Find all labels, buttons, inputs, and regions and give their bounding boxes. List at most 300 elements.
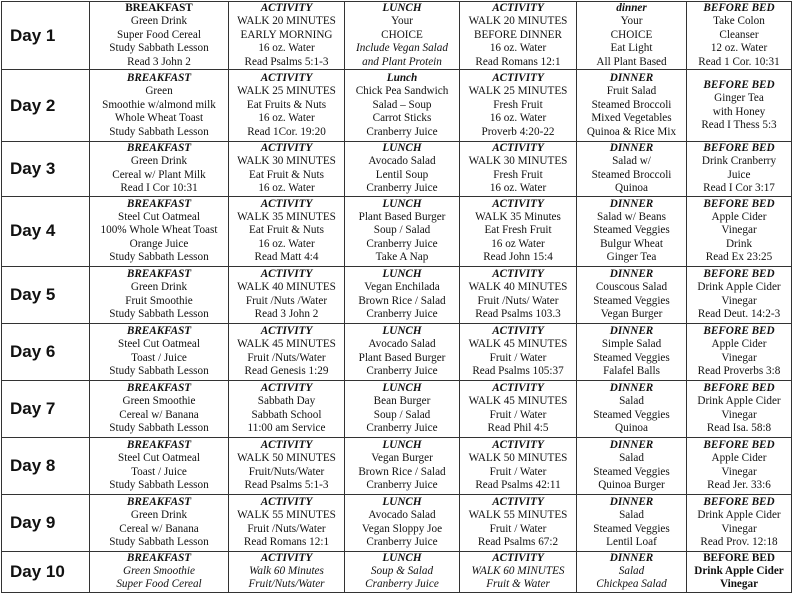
cell-text-line: Vinegar <box>721 465 757 478</box>
cell-text-line: WALK 20 MINUTES <box>468 15 568 28</box>
cell-text-line: Vinegar <box>721 408 757 421</box>
cell-text-line: Green Drink <box>130 281 188 294</box>
cell-text-line: Bulgur Wheat <box>600 237 663 250</box>
cell-text-line: WALK 20 MINUTES <box>237 15 336 28</box>
cell-text-line: Read 1 Cor. 10:31 <box>698 55 780 68</box>
breakfast-header: BREAKFAST <box>126 142 192 155</box>
cell-text-line: Salad w/ Beans <box>597 211 666 224</box>
cell-text-line: Eat Fresh Fruit <box>484 224 552 237</box>
cell-text-line: Avocado Salad <box>368 338 436 351</box>
cell-text-line: Orange Juice <box>129 237 189 250</box>
dinner-header: DINNER <box>609 72 654 85</box>
activity-morning-header: ACTIVITY <box>260 324 313 337</box>
cell-text-line: Fruit Smoothie <box>125 294 193 307</box>
cell-text-line: Fruit / Water <box>489 351 547 364</box>
cell-text-line: All Plant Based <box>596 55 667 68</box>
breakfast-cell <box>90 142 229 197</box>
cell-text-line: Your <box>391 15 413 28</box>
cell-text-line: Fruit / Water <box>489 465 547 478</box>
activity-morning-header: ACTIVITY <box>260 2 313 14</box>
cell-text-line: Drink Cranberry <box>701 155 777 168</box>
cell-text-line: Fruit/Nuts/Water <box>248 465 325 478</box>
cell-text-line: with Honey <box>712 105 766 118</box>
cell-text-line: Cranberry Juice <box>366 422 438 435</box>
before-bed-cell <box>687 266 792 323</box>
lunch-header: Lunch <box>386 72 418 85</box>
cell-text-line: WALK 35 MINUTES <box>237 211 336 224</box>
dinner-header: DINNER <box>609 551 654 564</box>
cell-text-line: Read Matt 4:4 <box>254 251 319 264</box>
cell-text-line: Cereal w/ Banana <box>119 408 199 421</box>
cell-text-line: Cranberry Juice <box>365 578 439 591</box>
activity-evening-header: ACTIVITY <box>492 381 544 394</box>
breakfast-cell <box>90 2 229 70</box>
dinner-cell <box>577 196 687 266</box>
dinner-header: dinner <box>616 2 647 14</box>
lunch-cell <box>345 2 460 70</box>
before-bed-header: BEFORE BED <box>703 381 775 394</box>
meal-plan-table <box>1 1 792 593</box>
cell-text-line: Read Isa. 58:8 <box>706 422 772 435</box>
cell-text-line: Whole Wheat Toast <box>114 112 204 125</box>
cell-text-line: Quinoa <box>615 182 648 195</box>
cell-text-line: Vegan Enchilada <box>364 281 440 294</box>
cell-text-line: WALK 45 MINUTES <box>237 338 336 351</box>
cell-text-line: Fruit /Nuts/Water <box>247 351 326 364</box>
cell-text-line: Study Sabbath Lesson <box>109 422 209 435</box>
activity-morning-cell <box>229 494 345 551</box>
cell-text-line: Vinegar <box>721 294 757 307</box>
day-label: Day 3 <box>2 142 90 197</box>
cell-text-line: CHOICE <box>381 28 423 41</box>
lunch-cell <box>345 142 460 197</box>
cell-text-line: Read Proverbs 3:8 <box>697 365 781 378</box>
cell-text-line: Green Smoothie <box>122 395 196 408</box>
day-row <box>2 266 792 323</box>
cell-text-line: Vegan Sloppy Joe <box>361 522 443 535</box>
before-bed-header: BEFORE BED <box>703 78 775 91</box>
cell-text-line: Cranberry Juice <box>366 479 438 492</box>
cell-text-line: Read Psalms 5:1-3 <box>244 479 329 492</box>
cell-text-line: Brown Rice / Salad <box>358 465 446 478</box>
day-row <box>2 2 792 70</box>
cell-text-line: Smoothie w/almond milk <box>102 98 216 111</box>
cell-text-line: Vegan Burger <box>600 308 663 321</box>
cell-text-line: WALK 35 Minutes <box>475 211 561 224</box>
cell-text-line: Drink Apple Cider <box>697 395 781 408</box>
lunch-cell <box>345 266 460 323</box>
before-bed-cell <box>687 323 792 380</box>
cell-text-line: Eat Fruit & Nuts <box>249 168 324 181</box>
cell-text-line: Apple Cider <box>711 338 767 351</box>
dinner-cell <box>577 142 687 197</box>
activity-morning-cell <box>229 266 345 323</box>
activity-morning-cell <box>229 2 345 70</box>
cell-text-line: Eat Fruits & Nuts <box>246 98 327 111</box>
cell-text-line: Mixed Vegetables <box>591 112 672 125</box>
breakfast-cell <box>90 380 229 437</box>
before-bed-header: BEFORE BED <box>703 142 775 155</box>
cell-text-line: Cranberry Juice <box>366 237 438 250</box>
cell-text-line: Green <box>145 85 173 98</box>
cell-text-line: Fruit Salad <box>606 85 657 98</box>
cell-text-line: Read Romans 12:1 <box>475 55 561 68</box>
day-label: Day 2 <box>2 70 90 142</box>
dinner-header: DINNER <box>609 381 654 394</box>
cell-text-line: Walk 60 Minutes <box>249 565 324 578</box>
meal-plan-body <box>2 2 792 593</box>
cell-text-line: Toast / Juice <box>131 465 187 478</box>
cell-text-line: WALK 40 MINUTES <box>237 281 336 294</box>
activity-evening-cell <box>460 2 577 70</box>
cell-text-line: 16 oz. Water <box>489 182 547 195</box>
cell-text-line: 11:00 am Service <box>247 422 326 435</box>
cell-text-line: Read I Cor 3:17 <box>703 182 775 195</box>
cell-text-line: Chickpea Salad <box>596 578 667 591</box>
cell-text-line: Vinegar <box>721 522 757 535</box>
cell-text-line: Read Jer. 33:6 <box>707 479 771 492</box>
activity-morning-header: ACTIVITY <box>260 267 313 280</box>
breakfast-cell <box>90 323 229 380</box>
day-label: Day 9 <box>2 494 90 551</box>
cell-text-line: 16 oz. Water <box>258 237 315 250</box>
cell-text-line: Read 3 John 2 <box>254 308 319 321</box>
dinner-cell <box>577 2 687 70</box>
cell-text-line: WALK 30 MINUTES <box>468 155 568 168</box>
cell-text-line: WALK 25 MINUTES <box>237 85 336 98</box>
cell-text-line: Study Sabbath Lesson <box>109 42 209 55</box>
cell-text-line: Green Drink <box>130 509 188 522</box>
cell-text-line: Read John 15:4 <box>483 251 553 264</box>
lunch-header: LUNCH <box>382 551 422 564</box>
breakfast-header: BREAKFAST <box>126 72 192 85</box>
before-bed-cell <box>687 70 792 142</box>
cell-text-line: Take A Nap <box>375 251 429 264</box>
cell-text-line: Steel Cut Oatmeal <box>117 338 201 351</box>
breakfast-header: BREAKFAST <box>126 324 192 337</box>
activity-morning-header: ACTIVITY <box>260 495 313 508</box>
activity-evening-cell <box>460 551 577 592</box>
cell-text-line: WALK 40 MINUTES <box>468 281 568 294</box>
cell-text-line: Steamed Veggies <box>593 294 670 307</box>
cell-text-line: Fruit /Nuts/Water <box>247 522 326 535</box>
before-bed-cell <box>687 196 792 266</box>
cell-text-line: 100% Whole Wheat Toast <box>100 224 218 237</box>
cell-text-line: Read Psalms 42:11 <box>475 479 561 492</box>
breakfast-cell <box>90 266 229 323</box>
cell-text-line: Vinegar <box>721 224 757 237</box>
cell-text-line: Take Colon <box>713 15 765 28</box>
cell-text-line: and Plant Protein <box>362 55 442 68</box>
activity-morning-cell <box>229 551 345 592</box>
dinner-cell <box>577 70 687 142</box>
cell-text-line: Steamed Veggies <box>593 408 670 421</box>
activity-evening-header: ACTIVITY <box>492 2 544 14</box>
cell-text-line: Super Food Cereal <box>117 28 201 41</box>
cell-text-line: Fresh Fruit <box>493 168 543 181</box>
cell-text-line: Vinegar <box>719 578 759 591</box>
cell-text-line: WALK 45 MINUTES <box>468 338 568 351</box>
cell-text-line: Salad <box>619 395 644 408</box>
activity-morning-cell <box>229 142 345 197</box>
day-label: Day 4 <box>2 196 90 266</box>
lunch-cell <box>345 494 460 551</box>
cell-text-line: Ginger Tea <box>606 251 657 264</box>
activity-evening-cell <box>460 266 577 323</box>
before-bed-header: BEFORE BED <box>703 551 775 564</box>
cell-text-line: Apple Cider <box>711 211 767 224</box>
cell-text-line: Cereal w/ Banana <box>119 522 199 535</box>
dinner-header: DINNER <box>609 267 654 280</box>
breakfast-header: BREAKFAST <box>126 197 192 210</box>
activity-morning-header: ACTIVITY <box>260 142 313 155</box>
before-bed-cell <box>687 2 792 70</box>
cell-text-line: Study Sabbath Lesson <box>109 536 209 549</box>
activity-evening-cell <box>460 196 577 266</box>
lunch-header: LUNCH <box>382 142 422 155</box>
lunch-header: LUNCH <box>382 324 422 337</box>
cell-text-line: Ginger Tea <box>714 92 764 105</box>
lunch-header: LUNCH <box>382 197 422 210</box>
cell-text-line: 16 oz. Water <box>258 112 315 125</box>
breakfast-cell <box>90 70 229 142</box>
activity-evening-header: ACTIVITY <box>492 142 544 155</box>
dinner-cell <box>577 437 687 494</box>
activity-morning-header: ACTIVITY <box>260 438 313 451</box>
cell-text-line: Cranberry Juice <box>366 125 438 138</box>
day-label: Day 1 <box>2 2 90 70</box>
cell-text-line: Lentil Loaf <box>606 536 657 549</box>
cell-text-line: Read Psalms 5:1-3 <box>244 55 329 68</box>
cell-text-line: WALK 30 MINUTES <box>237 155 336 168</box>
cell-text-line: Steamed Broccoli <box>591 168 672 181</box>
cell-text-line: Fruit/Nuts/Water <box>248 578 325 591</box>
cell-text-line: Fruit /Nuts/ Water <box>477 294 559 307</box>
cell-text-line: Read Prov. 12:18 <box>700 536 778 549</box>
before-bed-cell <box>687 551 792 592</box>
day-row <box>2 380 792 437</box>
cell-text-line: Carrot Sticks <box>372 112 432 125</box>
activity-morning-cell <box>229 70 345 142</box>
dinner-cell <box>577 266 687 323</box>
cell-text-line: Read I Thess 5:3 <box>701 118 777 131</box>
cell-text-line: Couscous Salad <box>595 281 668 294</box>
cell-text-line: Drink Apple Cider <box>694 565 784 578</box>
cell-text-line: Soup / Salad <box>373 408 431 421</box>
cell-text-line: Eat Light <box>610 42 653 55</box>
cell-text-line: Proverb 4:20-22 <box>481 125 555 138</box>
activity-morning-cell <box>229 196 345 266</box>
dinner-cell <box>577 494 687 551</box>
activity-evening-header: ACTIVITY <box>492 197 544 210</box>
cell-text-line: Soup & Salad <box>370 565 434 578</box>
activity-morning-cell <box>229 323 345 380</box>
cell-text-line: Your <box>620 15 643 28</box>
cell-text-line: Bean Burger <box>373 395 431 408</box>
cell-text-line: Sabbath School <box>251 408 322 421</box>
day-row <box>2 196 792 266</box>
cell-text-line: Green Drink <box>130 155 188 168</box>
day-label: Day 10 <box>2 551 90 592</box>
cell-text-line: Vegan Burger <box>371 452 433 465</box>
before-bed-header: BEFORE BED <box>703 438 775 451</box>
cell-text-line: Read I Cor 10:31 <box>120 182 198 195</box>
lunch-cell <box>345 323 460 380</box>
cell-text-line: Apple Cider <box>711 452 767 465</box>
cell-text-line: 16 oz Water <box>491 237 545 250</box>
day-row <box>2 142 792 197</box>
cell-text-line: Read 1Cor. 19:20 <box>247 125 326 138</box>
cell-text-line: WALK 45 MINUTES <box>468 395 568 408</box>
dinner-header: DINNER <box>609 324 654 337</box>
cell-text-line: Eat Fruit & Nuts <box>249 224 324 237</box>
cell-text-line: 16 oz. Water <box>489 112 547 125</box>
cell-text-line: Super Food Cereal <box>116 578 202 591</box>
cell-text-line: Plant Based Burger <box>358 211 446 224</box>
cell-text-line: Salad w/ <box>612 155 651 168</box>
cell-text-line: Read 3 John 2 <box>127 55 191 68</box>
cell-text-line: Lentil Soup <box>375 168 429 181</box>
cell-text-line: Toast / Juice <box>131 351 187 364</box>
activity-morning-header: ACTIVITY <box>260 551 313 564</box>
cell-text-line: Juice <box>727 168 751 181</box>
cell-text-line: Read Ex 23:25 <box>705 251 773 264</box>
cell-text-line: 16 oz. Water <box>258 182 315 195</box>
cell-text-line: 12 oz. Water <box>710 42 768 55</box>
cell-text-line: Study Sabbath Lesson <box>109 365 209 378</box>
breakfast-cell <box>90 551 229 592</box>
day-label: Day 8 <box>2 437 90 494</box>
cell-text-line: Falafel Balls <box>603 365 660 378</box>
lunch-cell <box>345 437 460 494</box>
cell-text-line: WALK 50 MINUTES <box>468 452 568 465</box>
cell-text-line: Cranberry Juice <box>366 182 438 195</box>
activity-evening-header: ACTIVITY <box>492 324 544 337</box>
activity-evening-header: ACTIVITY <box>492 267 544 280</box>
activity-evening-cell <box>460 70 577 142</box>
dinner-cell <box>577 551 687 592</box>
breakfast-header: BREAKFAST <box>126 495 192 508</box>
before-bed-header: BEFORE BED <box>703 495 775 508</box>
cell-text-line: Drink <box>725 237 753 250</box>
day-row <box>2 437 792 494</box>
activity-evening-cell <box>460 142 577 197</box>
lunch-cell <box>345 70 460 142</box>
cell-text-line: Study Sabbath Lesson <box>109 251 209 264</box>
lunch-cell <box>345 380 460 437</box>
day-row <box>2 323 792 380</box>
activity-evening-header: ACTIVITY <box>492 495 544 508</box>
breakfast-cell <box>90 437 229 494</box>
cell-text-line: Steamed Veggies <box>593 465 670 478</box>
day-label: Day 5 <box>2 266 90 323</box>
cell-text-line: Vinegar <box>721 351 757 364</box>
cell-text-line: Read Psalms 103.3 <box>475 308 561 321</box>
cell-text-line: Cereal w/ Plant Milk <box>112 168 206 181</box>
activity-evening-cell <box>460 380 577 437</box>
activity-morning-header: ACTIVITY <box>260 381 313 394</box>
activity-evening-cell <box>460 437 577 494</box>
cell-text-line: Fruit /Nuts /Water <box>245 294 328 307</box>
lunch-header: LUNCH <box>382 438 422 451</box>
before-bed-header: BEFORE BED <box>703 2 775 14</box>
cell-text-line: Simple Salad <box>601 338 662 351</box>
cell-text-line: Avocado Salad <box>368 509 436 522</box>
activity-morning-header: ACTIVITY <box>260 72 313 85</box>
dinner-header: DINNER <box>609 495 654 508</box>
before-bed-cell <box>687 380 792 437</box>
breakfast-header: BREAKFAST <box>126 438 192 451</box>
breakfast-header: BREAKFAST <box>126 381 192 394</box>
cell-text-line: WALK 55 MINUTES <box>468 509 568 522</box>
breakfast-header: BREAKFAST <box>126 267 192 280</box>
lunch-header: LUNCH <box>382 495 422 508</box>
lunch-cell <box>345 196 460 266</box>
cell-text-line: Steamed Veggies <box>593 351 670 364</box>
cell-text-line: Chick Pea Sandwich <box>355 85 449 98</box>
cell-text-line: Drink Apple Cider <box>697 509 781 522</box>
cell-text-line: Fresh Fruit <box>493 98 543 111</box>
cell-text-line: Drink Apple Cider <box>697 281 781 294</box>
before-bed-cell <box>687 142 792 197</box>
cell-text-line: Cranberry Juice <box>366 308 438 321</box>
day-row <box>2 551 792 592</box>
before-bed-cell <box>687 437 792 494</box>
cell-text-line: Study Sabbath Lesson <box>109 125 209 138</box>
day-label: Day 6 <box>2 323 90 380</box>
before-bed-header: BEFORE BED <box>703 324 775 337</box>
cell-text-line: Salad <box>618 565 645 578</box>
cell-text-line: WALK 25 MINUTES <box>468 85 568 98</box>
activity-evening-header: ACTIVITY <box>492 551 544 564</box>
cell-text-line: Read Psalms 67:2 <box>477 536 559 549</box>
cell-text-line: CHOICE <box>610 28 653 41</box>
cell-text-line: EARLY MORNING <box>240 28 333 41</box>
cell-text-line: Cleanser <box>719 28 759 41</box>
before-bed-header: BEFORE BED <box>703 197 775 210</box>
dinner-header: DINNER <box>609 438 654 451</box>
cell-text-line: Cranberry Juice <box>366 365 438 378</box>
cell-text-line: Fruit & Water <box>486 578 550 591</box>
breakfast-cell <box>90 494 229 551</box>
cell-text-line: 16 oz. Water <box>489 42 547 55</box>
cell-text-line: Plant Based Burger <box>358 351 446 364</box>
cell-text-line: Read Deut. 14:2-3 <box>697 308 781 321</box>
cell-text-line: 16 oz. Water <box>258 42 315 55</box>
dinner-cell <box>577 380 687 437</box>
dinner-header: DINNER <box>609 197 654 210</box>
cell-text-line: Read Romans 12:1 <box>243 536 330 549</box>
cell-text-line: Quinoa <box>615 422 648 435</box>
cell-text-line: Read Psalms 105:37 <box>472 365 564 378</box>
cell-text-line: Study Sabbath Lesson <box>109 308 209 321</box>
activity-evening-cell <box>460 323 577 380</box>
breakfast-header: BREAKFAST <box>125 2 193 14</box>
breakfast-cell <box>90 196 229 266</box>
activity-morning-cell <box>229 437 345 494</box>
cell-text-line: Green Drink <box>130 15 188 28</box>
day-row <box>2 494 792 551</box>
cell-text-line: BEFORE DINNER <box>474 28 562 41</box>
cell-text-line: Study Sabbath Lesson <box>109 479 209 492</box>
cell-text-line: Brown Rice / Salad <box>358 294 446 307</box>
cell-text-line: Steel Cut Oatmeal <box>117 211 201 224</box>
cell-text-line: WALK 55 MINUTES <box>237 509 336 522</box>
lunch-cell <box>345 551 460 592</box>
cell-text-line: Quinoa & Rice Mix <box>586 125 677 138</box>
cell-text-line: Steamed Broccoli <box>591 98 672 111</box>
cell-text-line: Steel Cut Oatmeal <box>117 452 201 465</box>
